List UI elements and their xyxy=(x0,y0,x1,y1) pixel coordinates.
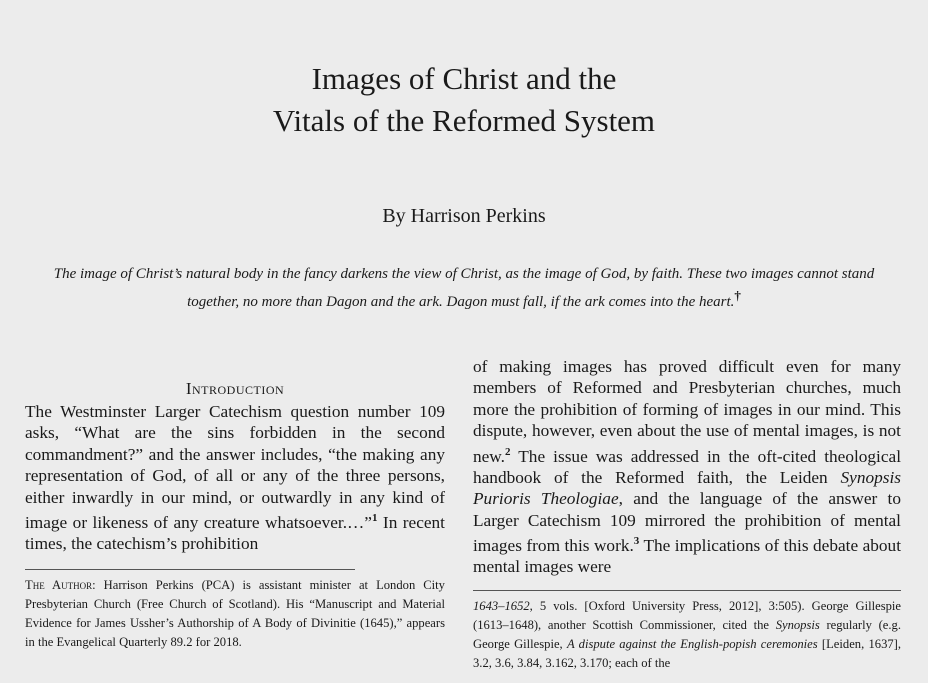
footnote-ref-2[interactable]: 2 xyxy=(505,445,511,458)
synopsis-title: Synopsis Purioris Theologiae xyxy=(473,467,901,509)
author-note-text: Harrison Perkins (PCA) is assistant minister at London City Presbyterian Church (Free Church of Scotland). His “Manuscript and Material Evidence for James Ussher’s Authorship of A Body of Divinitie (1645),” appears in the Evangelical Quarterly 89.2 for 2018. xyxy=(25,577,445,649)
byline: By Harrison Perkins xyxy=(382,205,546,227)
article-title xyxy=(0,58,928,142)
intro-text: The Westminster Larger Catechism question number 109 asks, “What are the sins forbidden in the second commandment?” and the answer includes, “the making any representation of God, of all or any of the three persons, either inwardly in our mind, or outwardly in any kind of image or likeness of any creature whatsoever.…” xyxy=(25,402,445,532)
fn-synopsis: Synopsis xyxy=(775,617,820,632)
right-text-2: The issue was addressed in the oft-cited theological handbook of the Reformed faith, the Leiden xyxy=(473,446,901,487)
author-label: The Author: xyxy=(25,577,96,592)
right-text-1: of making images has proved difficult even for many members of Reformed and Presbyterian churches, much more the prohibition of forming of images in our mind. This dispute, however, even about the use of mental images, is not new. xyxy=(473,357,901,466)
footnote-ref-1[interactable]: 1 xyxy=(371,512,378,525)
title-line-2: Vitals of the Reformed System xyxy=(272,103,656,138)
right-text-4: The implications of this debate about mental images were xyxy=(473,535,901,577)
epigraph-text: The image of Christ’s natural body in the fancy darkens the view of Christ, as the image of God, by faith. These two images cannot stand together, no more than Dagon and the ark. Dagon must fall, if the ark comes into the heart. xyxy=(53,266,875,310)
fn-years: 1643–1652 xyxy=(473,598,530,613)
left-column xyxy=(25,378,445,652)
continued-paragraph xyxy=(473,356,901,578)
footnote-divider-right xyxy=(473,590,901,591)
fn-text-2: regularly (e.g. George Gillespie, xyxy=(473,617,901,651)
intro-text-cont: In recent times, the catechism’s prohibition xyxy=(25,512,445,554)
continued-footnote xyxy=(473,597,901,673)
epigraph-dagger: † xyxy=(734,288,741,303)
right-text-3: , and the language of the answer to Larger Catechism 109 mirrored the prohibition of mental images from this work. xyxy=(473,489,901,555)
section-heading: Introduction xyxy=(185,379,285,398)
fn-text-1: , 5 vols. [Oxford University Press, 2012], 3:505). George Gillespie (1613–1648), another Scottish Commissioner, cited the xyxy=(473,598,901,632)
right-column xyxy=(473,356,901,673)
footnote-divider xyxy=(25,569,355,570)
author-note xyxy=(25,576,445,652)
fn-dispute-title: A dispute against the English-popish ceremonies xyxy=(566,636,818,651)
title-line-1: Images of Christ and the xyxy=(311,61,617,96)
fn-text-3: [Leiden, 1637], 3.2, 3.6, 3.84, 3.162, 3.170; each of the xyxy=(473,636,902,670)
intro-paragraph xyxy=(25,401,445,555)
footnote-ref-3[interactable]: 3 xyxy=(633,535,640,548)
epigraph xyxy=(40,263,888,313)
